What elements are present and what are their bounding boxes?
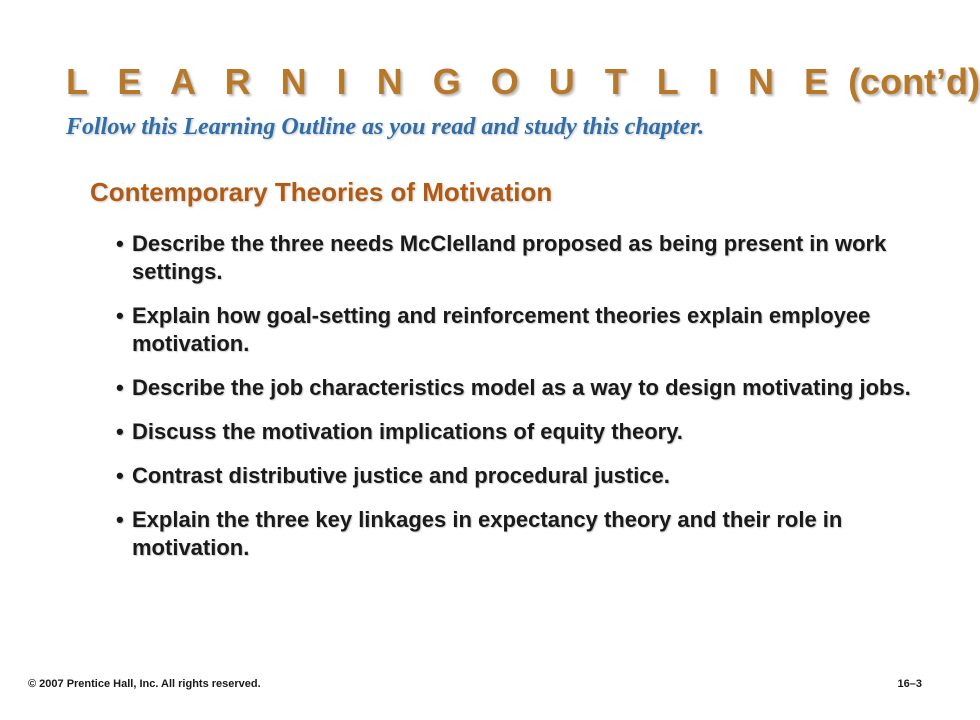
learning-objective-item [116, 230, 916, 286]
bullet-icon: • [116, 375, 124, 400]
learning-objective-text: Explain the three key linkages in expectancy theory and their role in motivation. [132, 507, 843, 560]
learning-objective-text: Describe the job characteristics model as a way to design motivating jobs. [132, 375, 911, 400]
learning-objective-item [116, 462, 916, 490]
bullet-icon: • [116, 419, 124, 444]
learning-objective-text: Describe the three needs McClelland proposed as being present in work settings. [132, 231, 887, 284]
bullet-icon: • [116, 507, 124, 532]
slide-title [66, 60, 980, 104]
page-number: 16–3 [897, 678, 922, 690]
slide-title-suffix: (cont’d) [848, 61, 980, 102]
learning-objective-item [116, 418, 916, 446]
bullet-icon: • [116, 463, 124, 488]
slide-title-main: L E A R N I N G O U T L I N E [66, 61, 839, 102]
learning-objective-item [116, 506, 916, 562]
learning-objective-item [116, 374, 916, 402]
slide-subtitle: Follow this Learning Outline as you read and study this chapter. [66, 114, 705, 140]
learning-objective-text: Discuss the motivation implications of equity theory. [132, 419, 683, 444]
learning-objectives-list [116, 230, 916, 578]
bullet-icon: • [116, 231, 124, 256]
learning-objective-item [116, 302, 916, 358]
section-heading: Contemporary Theories of Motivation [90, 177, 553, 207]
learning-objective-text: Explain how goal-setting and reinforcement theories explain employee motivation. [132, 303, 871, 356]
learning-objective-text: Contrast distributive justice and procedural justice. [132, 463, 670, 488]
copyright-notice: © 2007 Prentice Hall, Inc. All rights reserved. [28, 678, 261, 690]
bullet-icon: • [116, 303, 124, 328]
